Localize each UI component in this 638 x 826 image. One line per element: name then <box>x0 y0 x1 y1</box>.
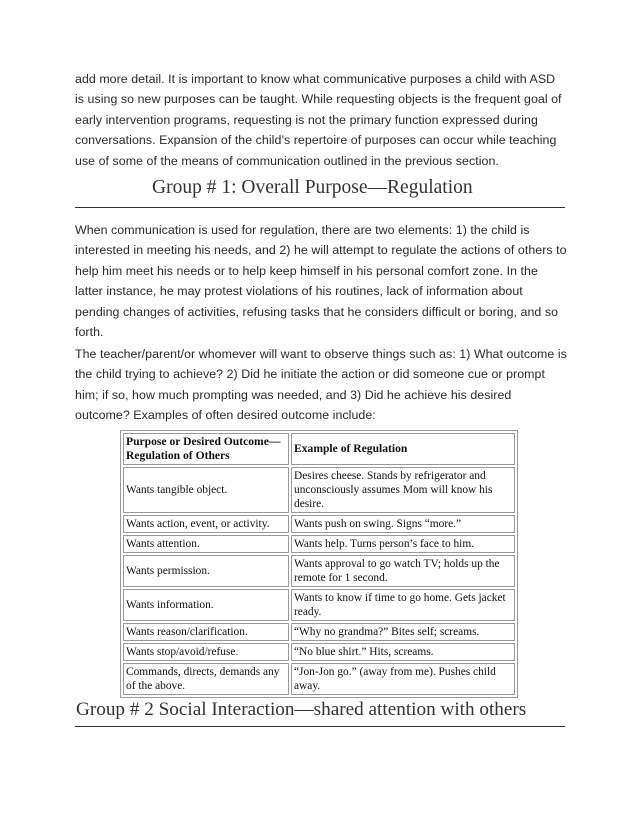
regulation-paragraph: When communication is used for regulation, there are two elements: 1) the child is interested in meeting his needs, and 2) he will attempt to regulate the actions of others to help him meet his needs or to help keep himself in his personal comfort zone. In the latter instance, he may protest violations of his routines, lack of information about pending changes of activities, refusing tasks that he considers difficult or boring, and so forth. <box>75 223 567 340</box>
table-cell-example: Wants help. Turns person’s face to him. <box>291 535 515 553</box>
table-row <box>123 589 515 621</box>
group-2-heading: Group # 2 Social Interaction—shared attention with others <box>76 699 527 720</box>
table-header-row <box>123 433 515 465</box>
table-row <box>123 555 515 587</box>
table-cell-purpose: Wants stop/avoid/refuse. <box>123 643 289 661</box>
table-cell-purpose: Wants permission. <box>123 555 289 587</box>
table-cell-purpose: Wants tangible object. <box>123 467 289 513</box>
table-header-purpose: Purpose or Desired Outcome—Regulation of Others <box>123 433 289 465</box>
table-row <box>123 467 515 513</box>
table-header-example: Example of Regulation <box>291 433 515 465</box>
table-cell-example: “Jon-Jon go.” (away from me). Pushes child away. <box>291 663 515 695</box>
table-cell-purpose: Wants attention. <box>123 535 289 553</box>
group-1-divider <box>75 207 565 208</box>
table-cell-purpose: Commands, directs, demands any of the above. <box>123 663 289 695</box>
table-cell-example: “Why no grandma?” Bites self; screams. <box>291 623 515 641</box>
table-row <box>123 623 515 641</box>
table-cell-example: “No blue shirt.” Hits, screams. <box>291 643 515 661</box>
table-cell-example: Desires cheese. Stands by refrigerator and unconsciously assumes Mom will know his desire. <box>291 467 515 513</box>
table-row <box>123 663 515 695</box>
table-cell-purpose: Wants reason/clarification. <box>123 623 289 641</box>
table-cell-example: Wants approval to go watch TV; holds up the remote for 1 second. <box>291 555 515 587</box>
table-cell-purpose: Wants action, event, or activity. <box>123 515 289 533</box>
group-2-divider <box>75 726 565 727</box>
table-cell-example: Wants to know if time to go home. Gets jacket ready. <box>291 589 515 621</box>
table-cell-purpose: Wants information. <box>123 589 289 621</box>
regulation-table <box>120 430 518 698</box>
table-row <box>123 535 515 553</box>
group-1-heading: Group # 1: Overall Purpose—Regulation <box>152 177 473 198</box>
observe-paragraph: The teacher/parent/or whomever will want to observe things such as: 1) What outcome is the child trying to achieve? 2) Did he initiate the action or did someone cue or prompt him; if so, how much prompting was needed, and 3) Did he achieve his desired outcome? Examples of often desired outcome include: <box>75 347 567 423</box>
intro-paragraph: add more detail. It is important to know what communicative purposes a child with ASD is using so new purposes can be taught. While requesting objects is the frequent goal of early intervention programs, requesting is not the primary function expressed during conversations. Expansion of the child’s repertoire of purposes can occur while teaching use of some of the means of communication outlined in the previous section. <box>75 72 562 168</box>
table-row <box>123 515 515 533</box>
table-cell-example: Wants push on swing. Signs “more.” <box>291 515 515 533</box>
table-row <box>123 643 515 661</box>
